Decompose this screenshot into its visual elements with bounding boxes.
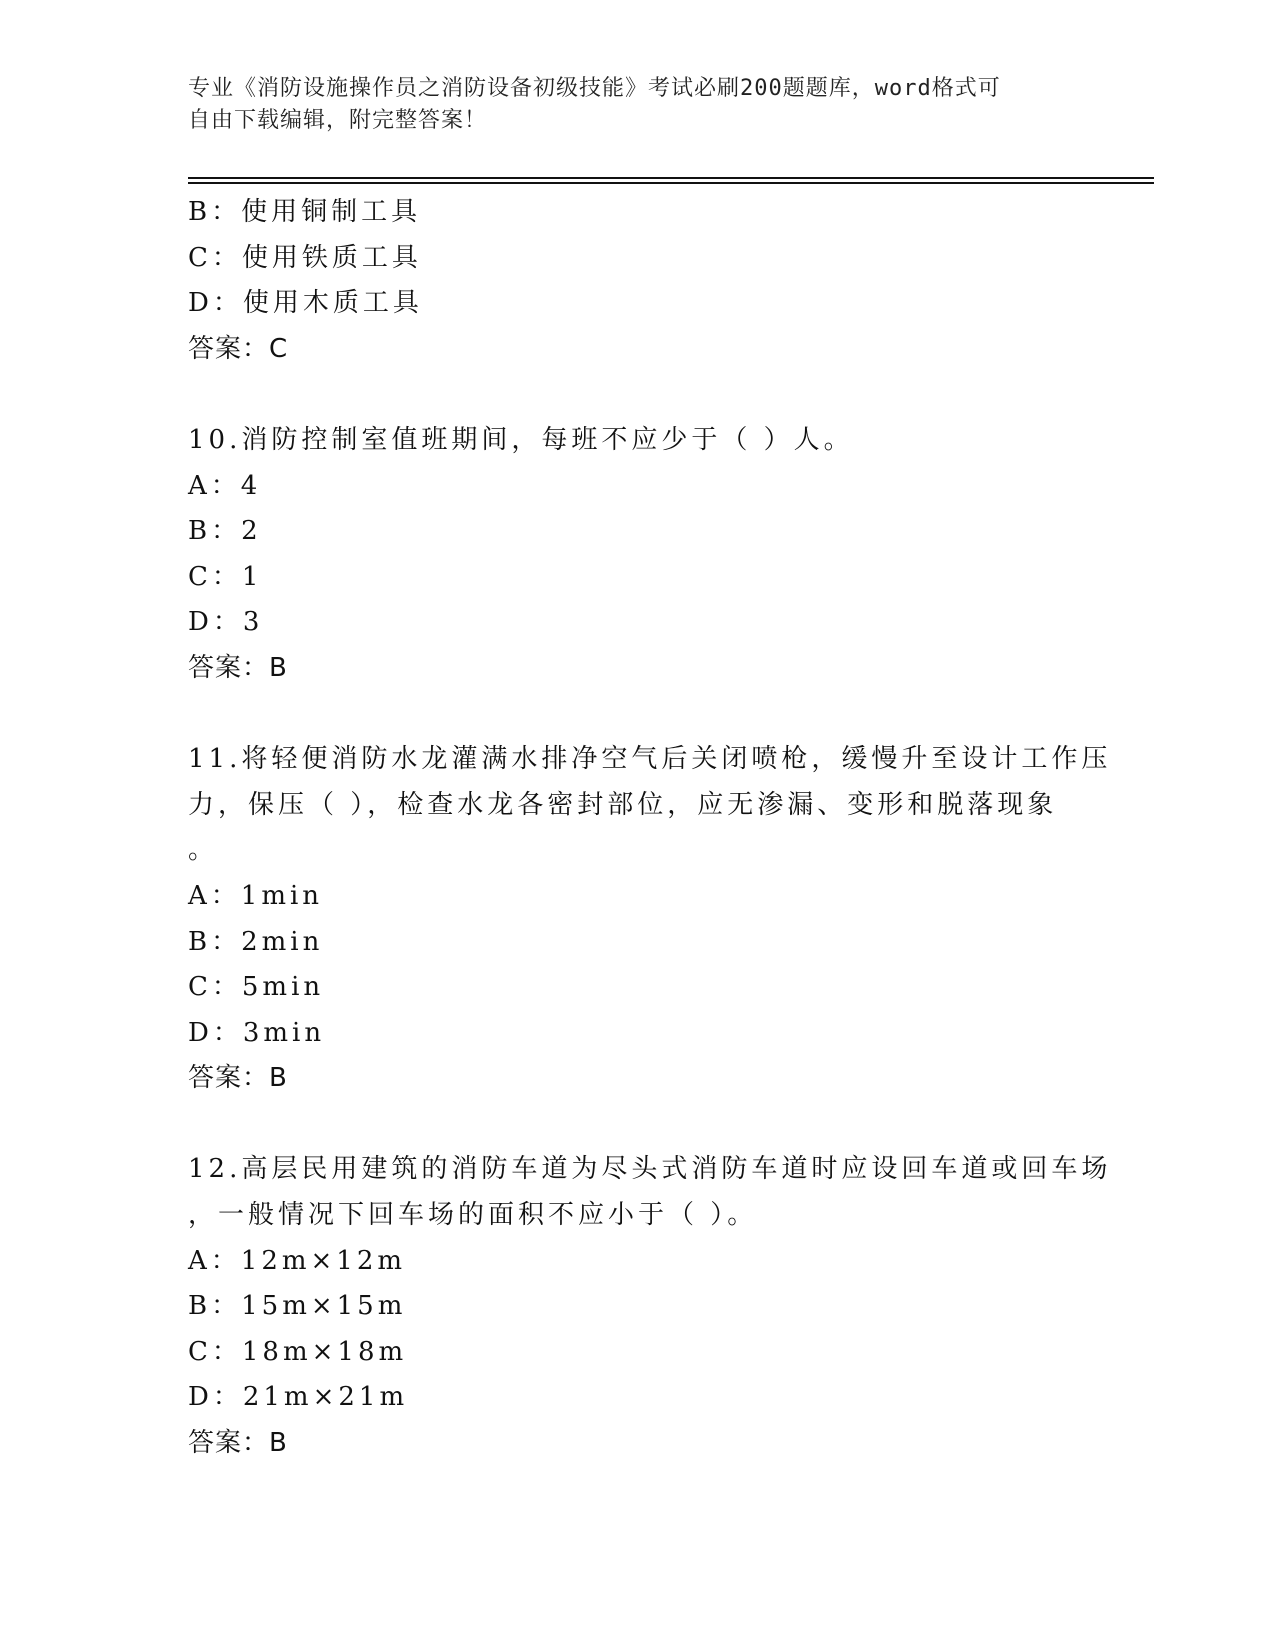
question-text: 力，保压（ ），检查水龙各密封部位，应无渗漏、变形和脱落现象 [188, 789, 1058, 820]
option: C：18m×18m [188, 1336, 408, 1367]
answer: 答案：B [188, 1063, 288, 1094]
option: A：1min [188, 880, 324, 911]
header-divider-bottom [188, 182, 1154, 184]
answer: 答案：C [188, 333, 289, 364]
option: D：3 [188, 607, 264, 638]
option: A：12m×12m [188, 1245, 407, 1276]
question-text: ，一般情况下回车场的面积不应小于（ ）。 [188, 1200, 758, 1231]
option: D：21m×21m [188, 1382, 409, 1413]
header-line-1: 专业《消防设施操作员之消防设备初级技能》考试必刷200题题库，word格式可 [188, 76, 1001, 101]
prev-question [188, 190, 1088, 372]
header-line-2: 自由下载编辑，附完整答案！ [188, 108, 488, 133]
question-text: 。 [188, 835, 219, 866]
question-content [188, 190, 1112, 1467]
document-header [188, 73, 1078, 137]
option: B：2min [188, 926, 324, 957]
answer: 答案：B [188, 1428, 288, 1459]
question-text: 10.消防控制室值班期间，每班不应少于（ ）人。 [188, 424, 854, 455]
question-12 [188, 1147, 1112, 1466]
option: A：4 [188, 470, 262, 501]
question-11 [188, 737, 1112, 1102]
answer: 答案：B [188, 652, 288, 683]
question-text: 12.高层民用建筑的消防车道为尽头式消防车道时应设回车道或回车场 [188, 1154, 1112, 1185]
question-10 [188, 418, 1088, 692]
option: C：使用铁质工具 [188, 242, 422, 273]
option: D：使用木质工具 [188, 288, 423, 319]
question-text: 11.将轻便消防水龙灌满水排净空气后关闭喷枪，缓慢升至设计工作压 [188, 744, 1112, 775]
option: B：2 [188, 516, 262, 547]
option: B：15m×15m [188, 1291, 407, 1322]
option: C：1 [188, 561, 263, 592]
option: B：使用铜制工具 [188, 197, 422, 227]
header-divider-top [188, 177, 1154, 179]
option: C：5min [188, 972, 325, 1003]
option: D：3min [188, 1017, 326, 1048]
